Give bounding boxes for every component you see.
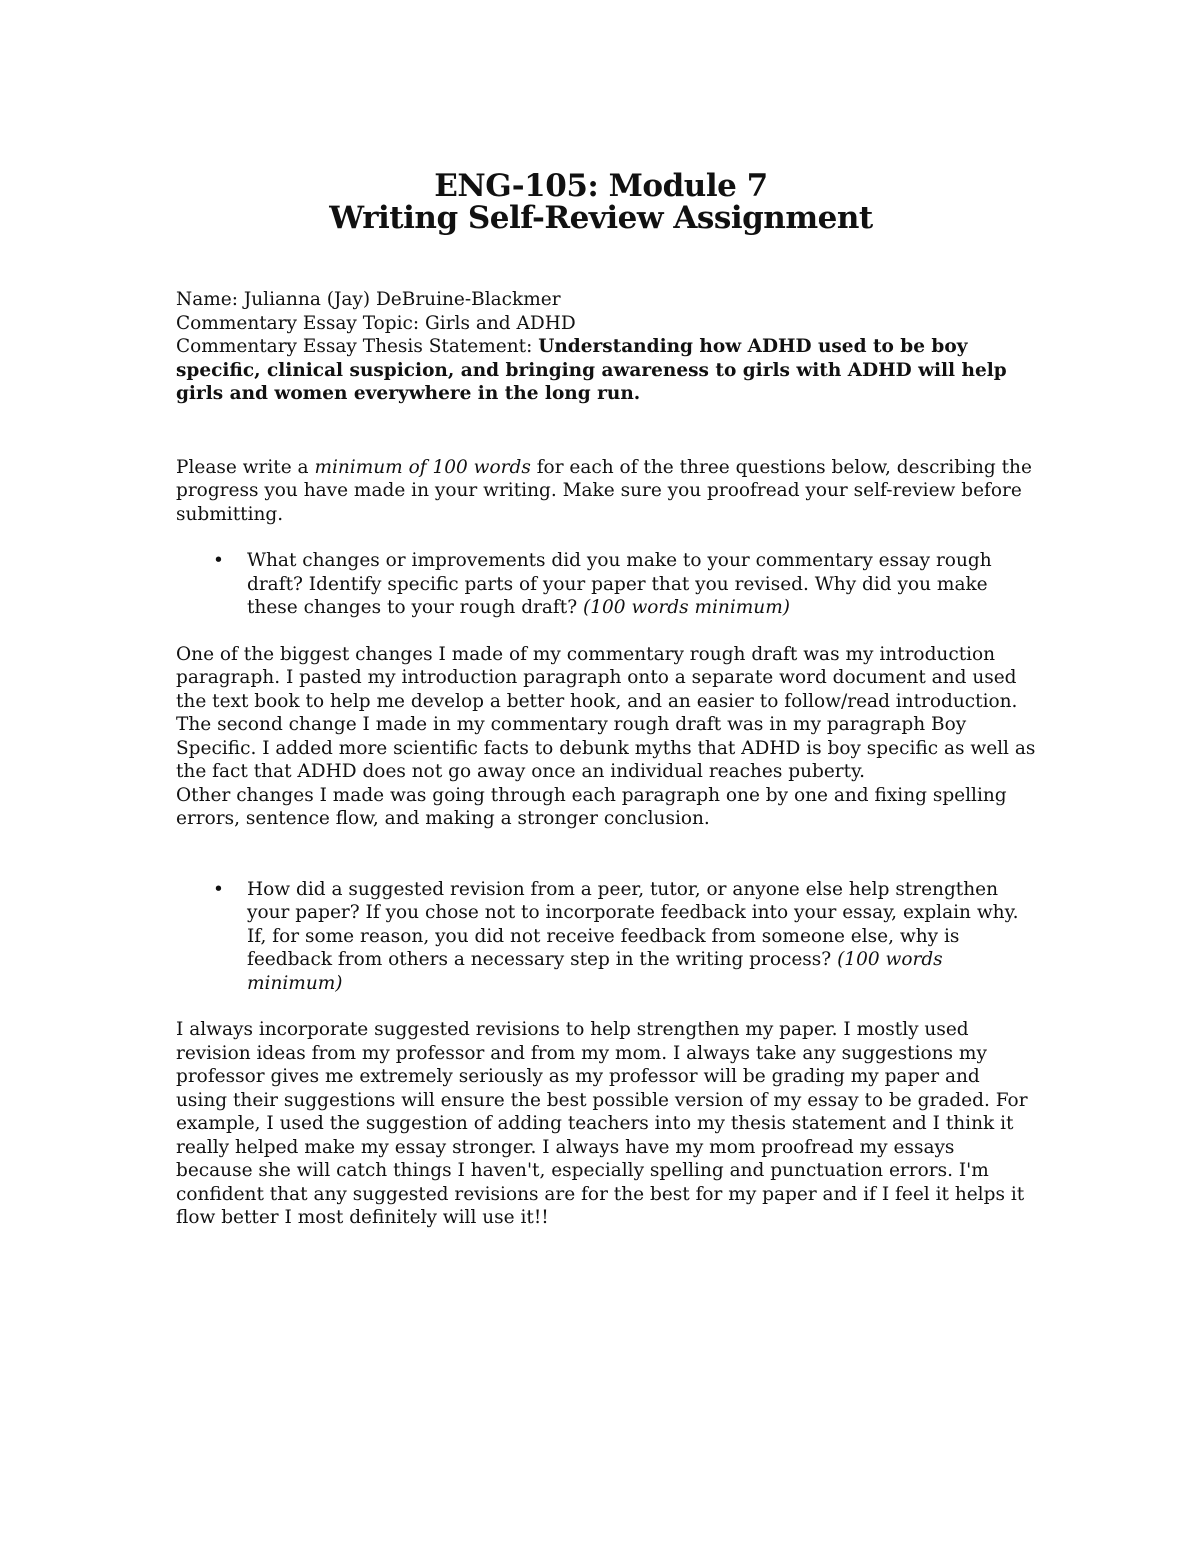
question-1-requirement: (100 words minimum)	[583, 597, 790, 618]
thesis-statement	[176, 335, 1036, 406]
title-line-1: ENG-105: Module 7	[434, 168, 768, 204]
document-page	[176, 170, 1036, 1230]
bullet-icon: •	[213, 878, 224, 900]
question-1	[213, 549, 1036, 620]
answer-2-paragraph-1: I always incorporate suggested revisions to help strengthen my paper. I mostly used revision ideas from my professor and from my mom. I always take any suggestions my professor gives me extremely seriously as my professor will be grading my paper and using their suggestions will ensure the best possible version of my essay to be graded. For example, I used the suggestion of adding teachers into my thesis statement and I think it really helped make my essay stronger. I always have my mom proofread my essays because she will catch things I haven't, especially spelling and punctuation errors. I'm confident that any suggested revisions are for the best for my paper and if I feel it helps it flow better I most definitely will use it!!	[176, 1019, 1028, 1228]
instructions-paragraph	[176, 456, 1036, 527]
title-line-2: Writing Self-Review Assignment	[329, 200, 873, 236]
bullet-icon: •	[213, 550, 224, 571]
question-1-text: What changes or improvements did you make to your commentary essay rough draft? Identify specific parts of your paper that you revised. Why did you make these changes to your rough draft?	[247, 550, 992, 618]
answer-2	[176, 1018, 1036, 1230]
instructions-emphasis: minimum of 100 words	[314, 456, 531, 478]
essay-topic: Commentary Essay Topic: Girls and ADHD	[176, 312, 576, 334]
answer-1-paragraph-2: Other changes I made was going through each paragraph one by one and fixing spelling errors, sentence flow, and making a stronger conclusion.	[176, 784, 1007, 829]
answer-1-paragraph-1: One of the biggest changes I made of my commentary rough draft was my introduction paragraph. I pasted my introduction paragraph onto a separate word document and used the text book to help me develop a better hook, and an easier to follow/read introduction. The second change I made in my commentary rough draft was in my paragraph Boy Specific. I added more scientific facts to debunk myths that ADHD is boy specific as well as the fact that ADHD does not go away once an individual reaches puberty.	[176, 643, 1036, 782]
assignment-meta	[176, 288, 1036, 406]
instructions-after: for each of the three questions below, describing the progress you have made in your writing. Make sure you proofread your self-review before submitting.	[176, 456, 1032, 525]
thesis-label: Commentary Essay Thesis Statement:	[176, 336, 539, 357]
question-2	[213, 878, 1036, 996]
instructions-before: Please write a	[176, 456, 315, 478]
question-2-text: How did a suggested revision from a peer, tutor, or anyone else help strengthen your paper? If you chose not to incorporate feedback into your essay, explain why. If, for some reason, you did not receive feedback from someone else, why is feedback from others a necessary step in the writing process?	[247, 878, 1019, 970]
question-2-requirement: (100 words minimum)	[247, 949, 943, 994]
student-name: Name: Julianna (Jay) DeBruine-Blackmer	[176, 289, 561, 310]
thesis-text: Understanding how ADHD used to be boy specific, clinical suspicion, and bringing awareness to girls with ADHD will help girls and women everywhere in the long run.	[176, 336, 1007, 404]
document-title	[176, 170, 1026, 234]
answer-1	[176, 643, 1036, 831]
